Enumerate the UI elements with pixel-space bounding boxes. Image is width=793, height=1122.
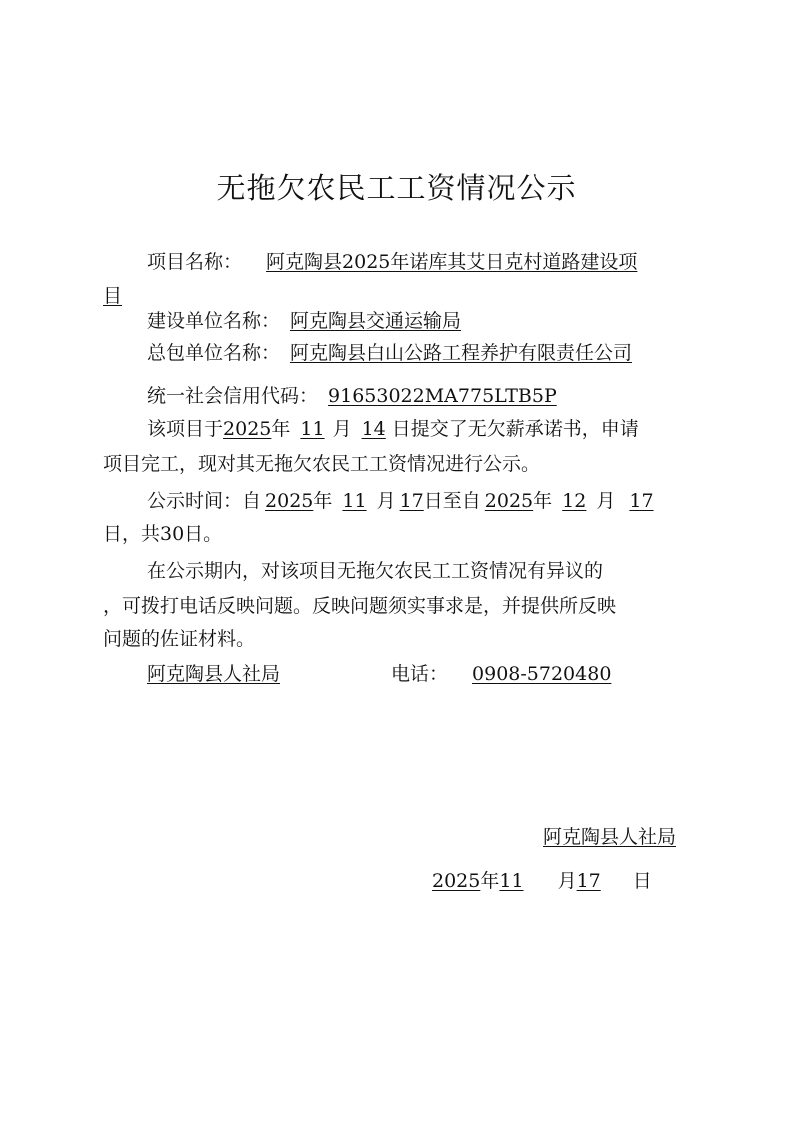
construction-unit-label: 建设单位名称： — [147, 310, 281, 332]
signature-date — [432, 866, 652, 896]
year-unit: 年 — [480, 870, 500, 892]
signature-org — [543, 822, 676, 852]
day-unit: 日 — [632, 870, 652, 892]
submission-month: 11 — [300, 418, 325, 440]
year-unit: 年 — [533, 490, 553, 512]
year-unit: 年 — [271, 418, 291, 440]
page-title: 无拖欠农民工工资情况公示 — [216, 171, 577, 205]
period-middle: 日至自 — [423, 490, 481, 512]
month-unit: 月 — [376, 490, 396, 512]
signature-month: 11 — [499, 870, 524, 892]
contractor-label: 总包单位名称： — [147, 342, 281, 364]
contact-phone-line — [391, 659, 611, 689]
submission-line-2: 项目完工，现对其无拖欠农民工工资情况进行公示。 — [103, 453, 541, 475]
period-start-day: 17 — [399, 490, 424, 512]
signature-year: 2025 — [432, 870, 481, 892]
year-unit: 年 — [313, 490, 333, 512]
month-unit: 月 — [332, 418, 352, 440]
month-unit: 月 — [557, 870, 577, 892]
submission-prefix: 该项目于 — [147, 418, 224, 440]
period-line — [147, 486, 654, 516]
submission-day: 14 — [361, 418, 386, 440]
period-end-year: 2025 — [484, 490, 534, 512]
phone-label: 电话： — [391, 663, 449, 685]
period-start-month: 11 — [342, 490, 367, 512]
contractor-line — [147, 338, 632, 368]
period-line-2: 日，共30日。 — [103, 523, 223, 545]
contact-org — [147, 659, 280, 689]
contact-org-name: 阿克陶县人社局 — [147, 663, 281, 685]
project-name-line — [147, 247, 637, 277]
month-unit: 月 — [596, 490, 616, 512]
period-prefix: 公示时间：自 — [147, 490, 262, 512]
credit-code-value: 91653022MA775LTB5P — [328, 385, 557, 407]
credit-code-label: 统一社会信用代码： — [147, 385, 319, 407]
contractor-value: 阿克陶县白山公路工程养护有限责任公司 — [290, 342, 633, 364]
project-name-label: 项目名称： — [147, 251, 243, 273]
signature-org-name: 阿克陶县人社局 — [543, 826, 677, 848]
submission-year: 2025 — [223, 418, 272, 440]
period-end-month: 12 — [562, 490, 587, 512]
construction-unit-line — [147, 306, 461, 336]
project-name-value-end: 目 — [103, 285, 123, 307]
period-end-day: 17 — [629, 490, 654, 512]
phone-value: 0908-5720480 — [472, 663, 612, 685]
project-name-continuation — [103, 281, 122, 311]
submission-line — [147, 414, 639, 444]
period-start-year: 2025 — [265, 490, 314, 512]
objection-line-2: ，可拨打电话反映问题。反映问题须实事求是，并提供所反映 — [103, 595, 617, 617]
submission-suffix: 日提交了无欠薪承诺书，申请 — [391, 418, 639, 440]
objection-line-3: 问题的佐证材料。 — [103, 628, 256, 650]
objection-line-1: 在公示期内，对该项目无拖欠农民工工资情况有异议的 — [147, 560, 604, 582]
project-name-value: 阿克陶县2025年诺库其艾日克村道路建设项 — [266, 251, 638, 273]
signature-day: 17 — [576, 870, 601, 892]
credit-code-line — [147, 381, 557, 411]
construction-unit-value: 阿克陶县交通运输局 — [290, 310, 462, 332]
